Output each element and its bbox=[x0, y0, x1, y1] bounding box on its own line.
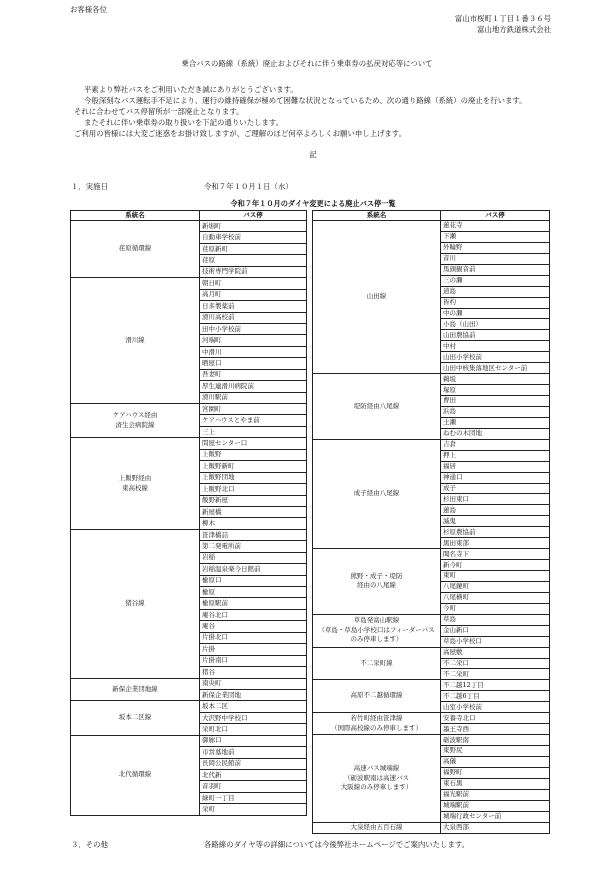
bus-stop: 土瀬 bbox=[441, 417, 550, 428]
table-row bbox=[313, 549, 550, 560]
bus-stop: 新屋橋 bbox=[200, 506, 307, 517]
bus-stop: 日多製薬前 bbox=[200, 301, 307, 312]
bus-stop: 成子 bbox=[441, 483, 550, 494]
bus-stop: 山田中核集落地区センター前 bbox=[441, 363, 550, 374]
bus-stop: 墨王寺西 bbox=[441, 724, 550, 735]
bus-stop: 田中小学校前 bbox=[200, 323, 307, 334]
table-row bbox=[313, 221, 550, 232]
route-name-cell bbox=[313, 647, 441, 680]
document-title: 乗合バスの路線（系統）廃止およびそれに伴う乗車券の払戻対応等について bbox=[181, 59, 433, 68]
bus-stop: ケアハウスとやま前 bbox=[200, 415, 307, 426]
table-header-row bbox=[313, 211, 550, 221]
bus-stop: 蓮島 bbox=[441, 505, 550, 516]
route-name: 経由の八尾線 bbox=[357, 581, 396, 590]
route-name: 猪谷線 bbox=[125, 598, 145, 607]
route-name: 高原不二越循環線 bbox=[350, 691, 403, 700]
bus-stop: 三の瀬 bbox=[441, 275, 550, 286]
bus-stop: 八尾鏡町 bbox=[441, 581, 550, 592]
bus-stop: 三上 bbox=[200, 426, 307, 437]
bus-stop: 滑川高校前 bbox=[200, 312, 307, 323]
bus-stop: 吾妻町 bbox=[200, 369, 307, 380]
bus-stop: 新堀町 bbox=[200, 221, 307, 232]
route-name: 済生会病院線 bbox=[115, 420, 155, 429]
route-name: 荏原循環線 bbox=[118, 244, 152, 253]
table-row bbox=[313, 647, 550, 658]
bus-stop: 滑川駅前 bbox=[200, 392, 307, 403]
route-name-cell bbox=[313, 822, 441, 833]
table-row bbox=[71, 221, 307, 232]
bus-stop: 坂本二区 bbox=[200, 701, 307, 712]
route-name-cell bbox=[313, 614, 441, 647]
route-name: 上飯野経由 bbox=[118, 473, 152, 482]
route-name: 草島発富山駅線 bbox=[353, 616, 400, 625]
route-name-cell bbox=[71, 438, 200, 530]
bus-stop: 猪谷 bbox=[200, 667, 307, 678]
bus-stop: 滅鬼 bbox=[441, 516, 550, 527]
bus-stop: 新今町 bbox=[441, 560, 550, 571]
bus-stop: 長岡公民館前 bbox=[200, 758, 307, 769]
bus-stop: 神通口 bbox=[441, 472, 550, 483]
bus-stop: 新保企業団地 bbox=[200, 689, 307, 700]
table-row bbox=[71, 438, 307, 449]
bus-stop: 鵜坂 bbox=[441, 374, 550, 385]
route-name-cell bbox=[71, 735, 200, 815]
table-title: 令和７年１０月のダイヤ変更による廃止バス停一覧 bbox=[230, 199, 396, 208]
route-name-cell bbox=[313, 221, 441, 374]
bus-stop: 庵谷北口 bbox=[200, 609, 307, 620]
recipient: お客様各位 bbox=[70, 5, 107, 14]
bus-stop: 草島小学校口 bbox=[441, 636, 550, 647]
route-name-cell bbox=[71, 701, 200, 735]
table-row bbox=[313, 680, 550, 691]
bus-stop: 宮園町 bbox=[200, 404, 307, 415]
body-line: またそれに伴い乗車券の取り扱いを下記の通りいたします。 bbox=[84, 118, 283, 127]
bus-stop: 吉倉 bbox=[441, 439, 550, 450]
bus-stop: 高屋敷 bbox=[441, 647, 550, 658]
table-row bbox=[71, 278, 307, 289]
bus-stop: 厚生連滑川病院前 bbox=[200, 381, 307, 392]
header-route: 系統名 bbox=[313, 211, 441, 221]
bus-stop: 御廊口 bbox=[200, 735, 307, 746]
body-line: それに合わせてバス停留所が一部廃止となります。 bbox=[74, 107, 244, 116]
bus-stop: 晒屋口 bbox=[200, 358, 307, 369]
bus-stop: 音羽町 bbox=[200, 781, 307, 792]
bus-stop: 杉原農協前 bbox=[441, 527, 550, 538]
route-name-cell bbox=[313, 439, 441, 548]
bus-stop: 荏原新町 bbox=[200, 243, 307, 254]
body-line: 平素より弊社バスをご利用いただき誠にありがとうございます。 bbox=[84, 85, 298, 94]
table-row bbox=[71, 529, 307, 540]
bus-stop: 楡原口 bbox=[200, 575, 307, 586]
table-header-row bbox=[71, 211, 307, 221]
bus-stop: 東町 bbox=[441, 571, 550, 582]
bus-stop: 城端行政センター前 bbox=[441, 811, 550, 822]
bus-stop: 小島（山田） bbox=[441, 319, 550, 330]
bus-stop: 飯野新屋 bbox=[200, 495, 307, 506]
bus-stop: 上飯野団地 bbox=[200, 472, 307, 483]
bus-stop: 福野町 bbox=[441, 767, 550, 778]
route-name: 滑川線 bbox=[125, 335, 145, 344]
body-line: ご利用の皆様には大変ご迷惑をお掛け致しますが、ご理解のほど何卒よろしくお願い申し上げます。 bbox=[74, 129, 406, 138]
bus-stop: 自動車学校前 bbox=[200, 232, 307, 243]
route-name: 山田線 bbox=[366, 292, 387, 301]
bus-stop: 南央町 bbox=[200, 678, 307, 689]
right-stop-table bbox=[312, 210, 550, 834]
bus-stop: 黒田東部 bbox=[441, 538, 550, 549]
bus-stop: 高儀 bbox=[441, 756, 550, 767]
bus-stop: 福居 bbox=[441, 461, 550, 472]
bus-stop: 片掛北口 bbox=[200, 632, 307, 643]
route-name: 若竹町経由笹津線 bbox=[350, 714, 403, 723]
bus-stop: 中滑川 bbox=[200, 346, 307, 357]
route-name: 不二栄町線 bbox=[360, 658, 393, 667]
bus-stop: 道島 bbox=[441, 286, 550, 297]
bus-stop: 楡原 bbox=[200, 587, 307, 598]
bus-stop: 不二栄町 bbox=[441, 669, 550, 680]
route-name: （国際高校線のみ停車します） bbox=[331, 723, 422, 732]
bus-stop: 東石黒 bbox=[441, 778, 550, 789]
route-name: （草島・草島小学校口はフィーダーバス bbox=[318, 625, 435, 634]
section1-value: 令和７年１０月１日（水） bbox=[204, 182, 293, 191]
bus-stop: 庵谷 bbox=[200, 621, 307, 632]
bus-stop: 皆杓 bbox=[441, 297, 550, 308]
route-name-cell bbox=[71, 404, 200, 438]
header-stop: バス停 bbox=[200, 211, 307, 221]
bus-stop: 福光駅前 bbox=[441, 789, 550, 800]
body-text bbox=[74, 84, 527, 139]
bus-stop: 外輪野 bbox=[441, 242, 550, 253]
bus-stop: 高月町 bbox=[200, 289, 307, 300]
table-row bbox=[71, 678, 307, 689]
bus-stop: 大泉西部 bbox=[441, 822, 550, 833]
table-row bbox=[71, 404, 307, 415]
section3-value: 各路線のダイヤ等の詳細については今後弊社ホームページでご案内いたします。 bbox=[204, 840, 470, 849]
bus-stop: 柳木 bbox=[200, 518, 307, 529]
header-route: 系統名 bbox=[71, 211, 200, 221]
bus-stop: 音川 bbox=[441, 253, 550, 264]
bus-stop: 東野尻 bbox=[441, 746, 550, 757]
bus-stop: 栄町北口 bbox=[200, 724, 307, 735]
bus-stop: 中村 bbox=[441, 341, 550, 352]
bus-stop: 市営墓地前 bbox=[200, 747, 307, 758]
bus-stop: 岩稲温泉楽今日館前 bbox=[200, 564, 307, 575]
route-name: 北代循環線 bbox=[118, 770, 152, 779]
route-name-cell bbox=[313, 735, 441, 823]
bus-stop: 大沢野中学校口 bbox=[200, 712, 307, 723]
bus-stop: 下瀬 bbox=[441, 231, 550, 242]
route-name-cell bbox=[71, 529, 200, 678]
bus-stop: 荏原 bbox=[200, 255, 307, 266]
bus-stop: 上飯野 bbox=[200, 449, 307, 460]
bus-stop: 楡原駅前 bbox=[200, 598, 307, 609]
bus-stop: 技術専門学院前 bbox=[200, 266, 307, 277]
route-name-cell bbox=[71, 221, 200, 278]
route-name: 高速バス城端線 bbox=[353, 763, 400, 772]
route-name-cell bbox=[313, 680, 441, 713]
route-name: ケアハウス経由 bbox=[112, 411, 158, 420]
bus-stop: 山田小学校前 bbox=[441, 352, 550, 363]
table-row bbox=[313, 439, 550, 450]
bus-stop: 聞名寺下 bbox=[441, 549, 550, 560]
section3-label: ３．その他 bbox=[71, 840, 108, 849]
route-name: のみ停車します） bbox=[350, 635, 403, 644]
bus-stop: 曹田 bbox=[441, 396, 550, 407]
table-row bbox=[313, 614, 550, 625]
table-row bbox=[71, 735, 307, 746]
bus-stop: 馬頭観音前 bbox=[441, 264, 550, 275]
bus-stop: 問屋センター口 bbox=[200, 438, 307, 449]
route-name-cell bbox=[313, 549, 441, 615]
route-name-cell bbox=[313, 713, 441, 735]
table-row bbox=[71, 701, 307, 712]
bus-stop: 上飯野新町 bbox=[200, 461, 307, 472]
bus-stop: 蓮花寺 bbox=[441, 221, 550, 232]
bus-stop: 安養寺北口 bbox=[441, 713, 550, 724]
bus-stop: 朝日町 bbox=[200, 278, 307, 289]
table-row bbox=[313, 822, 550, 833]
bus-stop: 砺波駅南 bbox=[441, 735, 550, 746]
bus-stop: 不二越12丁目 bbox=[441, 680, 550, 691]
company-address: 富山市桜町１丁目１番３６号 bbox=[454, 14, 551, 23]
bus-stop: 八尾横町 bbox=[441, 592, 550, 603]
route-name: 堤防経由八尾線 bbox=[353, 401, 400, 410]
bus-stop: 今町 bbox=[441, 603, 550, 614]
bus-stop: 山田農協前 bbox=[441, 330, 550, 341]
bus-stop: 河端町 bbox=[200, 335, 307, 346]
ki-marker: 記 bbox=[309, 150, 317, 159]
bus-stop: 笹津橋詰 bbox=[200, 529, 307, 540]
bus-stop: 中の瀬 bbox=[441, 308, 550, 319]
route-name: （砺波駅南は高速バス bbox=[344, 773, 409, 782]
section1-label: １．実施日 bbox=[71, 182, 108, 191]
header-stop: バス停 bbox=[441, 211, 550, 221]
table-row bbox=[313, 735, 550, 746]
bus-stop: ねむの木団地 bbox=[441, 428, 550, 439]
route-name: 大泉経由五百石線 bbox=[350, 822, 403, 831]
bus-stop: 緑町一丁目 bbox=[200, 792, 307, 803]
bus-stop: 栄町 bbox=[200, 804, 307, 815]
body-line: 今般深刻なバス運転手不足により、運行の維持確保が極めて困難な状況となっているため、次の通り路線（系統）の廃止を行います。 bbox=[84, 96, 527, 105]
route-name-cell bbox=[313, 374, 441, 440]
route-name-cell bbox=[71, 278, 200, 404]
bus-stop: 岩稲 bbox=[200, 552, 307, 563]
table-row bbox=[313, 374, 550, 385]
route-name: 熊野・成子・堤防 bbox=[350, 571, 403, 580]
bus-stop: 金山新口 bbox=[441, 625, 550, 636]
route-name: 東高校線 bbox=[122, 483, 148, 492]
bus-stop: 片掛 bbox=[200, 644, 307, 655]
bus-stop: 押上 bbox=[441, 450, 550, 461]
bus-stop: 杉田東口 bbox=[441, 494, 550, 505]
bus-stop: 不二栄口 bbox=[441, 658, 550, 669]
bus-stop: 塚原 bbox=[441, 385, 550, 396]
company-name: 富山地方鉄道株式会社 bbox=[477, 25, 551, 34]
route-name-cell bbox=[71, 678, 200, 701]
route-name: 坂本二区線 bbox=[118, 713, 152, 722]
bus-stop: 第二発電所前 bbox=[200, 541, 307, 552]
bus-stop: 城端駅前 bbox=[441, 800, 550, 811]
route-name: 大阪線のみ停車します） bbox=[340, 783, 413, 792]
bus-stop: 片掛南口 bbox=[200, 655, 307, 666]
left-stop-table bbox=[70, 210, 307, 816]
route-name: 成子経由八尾線 bbox=[353, 489, 400, 498]
bus-stop: 不二越6丁目 bbox=[441, 691, 550, 702]
bus-stop: 浜島 bbox=[441, 406, 550, 417]
bus-stop: 草島 bbox=[441, 614, 550, 625]
route-name: 新保企業団地線 bbox=[112, 684, 158, 693]
bus-stop: 北代新 bbox=[200, 770, 307, 781]
table-row bbox=[313, 713, 550, 724]
bus-stop: 山室小学校前 bbox=[441, 702, 550, 713]
bus-stop: 上飯野北口 bbox=[200, 484, 307, 495]
